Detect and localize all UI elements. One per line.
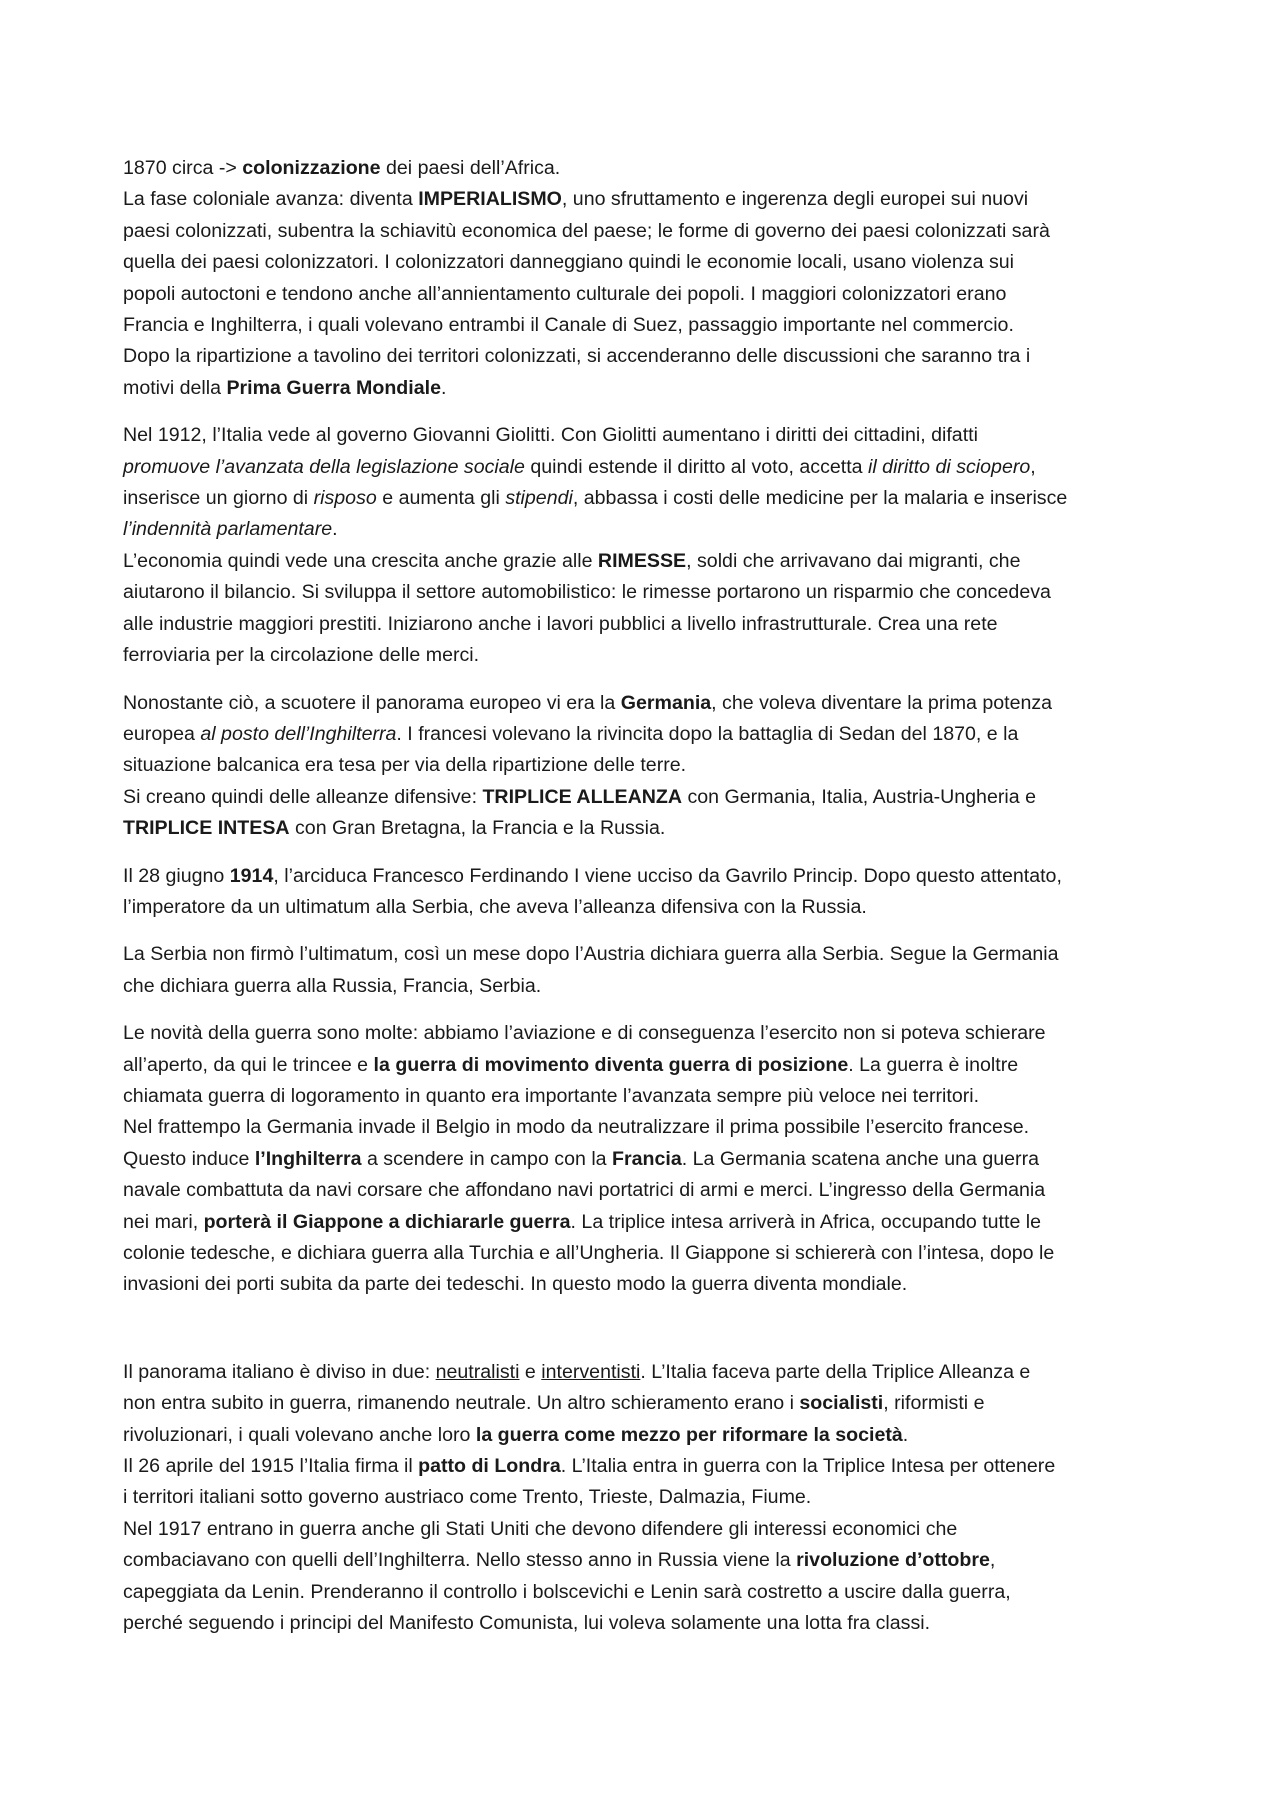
text-line [123,688,1173,719]
text-run: , abbassa i costi delle medicine per la malaria e inserisce [572,487,1068,510]
text-line [123,1238,1173,1269]
text-run: l’imperatore da un ultimatum alla Serbia, che aveva l’alleanza difensiva con la Russia. [123,895,867,918]
text-run: Questo induce [123,1147,255,1170]
text-run: Francia e Inghilterra, i quali volevano entrambi il Canale di Suez, passaggio importante nel commercio. [123,314,1014,337]
text-run: . [902,1423,909,1446]
document-page [123,153,1173,1655]
text-run: motivi della [123,376,227,399]
text-run: colonie tedesche, e dichiara guerra alla Turchia e all’Ungheria. Il Giappone si schiererà con l’intesa, dopo le [123,1242,1055,1264]
text-line [123,1081,1173,1112]
text-run: , uno sfruttamento e ingerenza degli europei sui nuovi [561,188,1029,211]
text-line [123,373,1173,404]
text-run: , soldi che arrivavano dai migranti, che [686,549,1021,572]
text-line [123,892,1173,923]
bold-text: socialisti [799,1392,884,1415]
text-run: . La triplice intesa arriverà in Africa, occupando tutte le [570,1210,1042,1233]
text-run: paesi colonizzati, subentra la schiavitù economica del paese; le forme di governo dei paesi colonizzati sarà [123,219,1050,242]
text-run: , riformisti e [883,1392,985,1415]
bold-text: TRIPLICE INTESA [123,817,290,840]
text-line [123,640,1173,671]
text-run: Il 26 aprile del 1915 l’Italia firma il [123,1455,419,1478]
text-run: non entra subito in guerra, rimanendo neutrale. Un altro schieramento erano i [123,1392,800,1415]
text-run: Dopo la ripartizione a tavolino dei territori colonizzati, si accenderanno delle discussioni che saranno tra i [123,345,1031,368]
text-run: Il panorama italiano è diviso in due: [123,1360,436,1383]
text-run: quella dei paesi colonizzatori. I colonizzatori danneggiano quindi le economie locali, usano violenza sui [123,251,1014,274]
text-line [123,1482,1173,1513]
text-run: . La Germania scatena anche una guerra [681,1147,1040,1170]
text-line [123,1112,1173,1143]
text-run: La Serbia non firmò l’ultimatum, così un mese dopo l’Austria dichiara guerra alla Serbia. Segue la Germania [123,943,1059,966]
text-run: Nel 1912, l’Italia vede al governo Giovanni Giolitti. Con Giolitti aumentano i diritti dei cittadini, difatti [123,424,978,447]
text-run: con Germania, Italia, Austria-Ungheria e [682,785,1036,808]
text-line [123,546,1173,577]
bold-text: Germania [620,691,712,714]
text-run: L’economia quindi vede una crescita anche grazie alle [123,549,598,572]
underlined-text: interventisti [541,1360,641,1383]
paragraph [123,1018,1173,1301]
underlined-text: neutralisti [435,1360,520,1383]
bold-text: l’Inghilterra [254,1147,362,1170]
text-run: Nonostante ciò, a scuotere il panorama europeo vi era la [123,691,621,714]
text-line [123,1269,1173,1300]
text-line [123,247,1173,278]
text-run: quindi estende il diritto al voto, accetta [524,455,869,478]
bold-text: 1914 [229,864,274,887]
text-run: . La guerra è inoltre [848,1053,1019,1076]
text-run: capeggiata da Lenin. Prenderanno il controllo i bolscevichi e Lenin sarà costretto a uscire dalla guerra, [123,1580,1011,1603]
text-run: Nel frattempo la Germania invade il Belgio in modo da neutralizzare il prima possibile l’esercito francese. [123,1116,1030,1139]
bold-text: porterà il Giappone a dichiararle guerra [203,1210,571,1233]
text-run: i territori italiani sotto governo austriaco come Trento, Trieste, Dalmazia, Fiume. [123,1486,812,1509]
text-line [123,153,1173,184]
text-run: nei mari, [123,1210,204,1233]
text-line [123,310,1173,341]
text-line [123,782,1173,813]
text-line [123,483,1173,514]
text-line [123,1608,1173,1639]
text-run: combaciavano con quelli dell’Inghilterra. Nello stesso anno in Russia viene la [123,1549,797,1572]
text-run: aiutarono il bilancio. Si sviluppa il settore automobilistico: le rimesse portarono un risparmio che concedeva [123,581,1051,604]
text-run: navale combattuta da navi corsare che affondano navi portatrici di armi e merci. L’ingresso della Germania [123,1179,1046,1202]
text-line [123,279,1173,310]
text-line [123,939,1173,970]
text-run: chiamata guerra di logoramento in quanto era importante l’avanzata sempre più veloce nei territori. [123,1084,980,1107]
bold-text: patto di Londra [418,1455,561,1478]
text-line [123,813,1173,844]
bold-text: Francia [612,1147,682,1170]
bold-text: colonizzazione [242,157,381,179]
text-run: invasioni dei porti subita da parte dei tedeschi. In questo modo la guerra diventa mondiale. [123,1273,908,1296]
text-run: , [989,1549,996,1572]
bold-text: la guerra di movimento diventa guerra di posizione [373,1053,849,1076]
text-line [123,1420,1173,1451]
bold-text: IMPERIALISMO [418,188,562,211]
text-run: Si creano quindi delle alleanze difensive: [123,785,483,808]
text-run: e [519,1360,542,1383]
text-line [123,1577,1173,1608]
text-run: europea [123,722,201,745]
italic-text: l’indennità parlamentare [123,518,333,541]
bold-text: Prima Guerra Mondiale [226,376,441,399]
text-run: Le novità della guerra sono molte: abbiamo l’aviazione e di conseguenza l’esercito non si poteva schierare [123,1022,1046,1045]
text-run: , l’arciduca Francesco Ferdinando I viene ucciso da Gavrilo Princip. Dopo questo attentato, [273,864,1062,887]
paragraph [123,153,1173,404]
paragraph [123,1357,1173,1640]
text-line [123,1207,1173,1238]
bold-text: RIMESSE [597,549,687,572]
text-line [123,1514,1173,1545]
text-run: rivoluzionari, i quali volevano anche loro [123,1423,476,1446]
text-line [123,861,1173,892]
paragraph [123,861,1173,924]
italic-text: al posto dell’Inghilterra [200,722,397,745]
text-run: La fase coloniale avanza: diventa [123,188,419,211]
text-line [123,1451,1173,1482]
italic-text: stipendi [505,487,573,510]
text-run: . [440,376,447,399]
paragraph [123,939,1173,1002]
text-run: e aumenta gli [376,487,506,510]
text-run: dei paesi dell’Africa. [380,157,561,179]
text-run: Nel 1917 entrano in guerra anche gli Stati Uniti che devono difendere gli interessi economici che [123,1517,958,1540]
text-line [123,514,1173,545]
text-line [123,341,1173,372]
text-line [123,1357,1173,1388]
text-line [123,1388,1173,1419]
bold-text: la guerra come mezzo per riformare la società [475,1423,903,1446]
text-line [123,719,1173,750]
text-run: . L’Italia faceva parte della Triplice Alleanza e [640,1360,1031,1383]
italic-text: risposo [313,487,377,510]
text-line [123,420,1173,451]
text-line [123,1050,1173,1081]
text-run: alle industrie maggiori prestiti. Iniziarono anche i lavori pubblici a livello infrastrutturale. Crea una rete [123,612,998,635]
text-line [123,577,1173,608]
text-line [123,452,1173,483]
text-run: situazione balcanica era tesa per via della ripartizione delle terre. [123,754,687,777]
text-run: . L’Italia entra in guerra con la Triplice Intesa per ottenere [560,1455,1056,1478]
text-line [123,216,1173,247]
text-line [123,184,1173,215]
text-line [123,609,1173,640]
italic-text: il diritto di sciopero [868,455,1031,478]
text-run: Il 28 giugno [123,864,230,887]
text-line [123,971,1173,1002]
text-run: perché seguendo i principi del Manifesto Comunista, lui voleva solamente una lotta fra classi. [123,1612,931,1635]
italic-text: promuove l’avanzata della legislazione sociale [123,455,525,478]
text-run: che dichiara guerra alla Russia, Francia, Serbia. [123,974,542,997]
text-run: , che voleva diventare la prima potenza [711,691,1053,714]
text-run: all’aperto, da qui le trincee e [123,1053,374,1076]
text-line [123,1018,1173,1049]
bold-text: TRIPLICE ALLEANZA [482,785,683,808]
text-run: , [1030,455,1036,478]
text-run: con Gran Bretagna, la Francia e la Russia. [289,817,666,840]
text-run: a scendere in campo con la [361,1147,613,1170]
bold-text: rivoluzione d’ottobre [796,1549,990,1572]
text-line [123,750,1173,781]
text-run: inserisce un giorno di [123,487,314,510]
text-run: ferroviaria per la circolazione delle merci. [123,644,480,667]
paragraph [123,420,1173,671]
text-line [123,1175,1173,1206]
text-run: popoli autoctoni e tendono anche all’annientamento culturale dei popoli. I maggiori colonizzatori erano [123,282,1007,305]
text-line [123,1545,1173,1576]
text-run: . I francesi volevano la rivincita dopo la battaglia di Sedan del 1870, e la [396,722,1019,745]
text-run: . [332,518,338,541]
text-line [123,1144,1173,1175]
text-run: 1870 circa -> [123,157,243,179]
paragraph [123,688,1173,845]
